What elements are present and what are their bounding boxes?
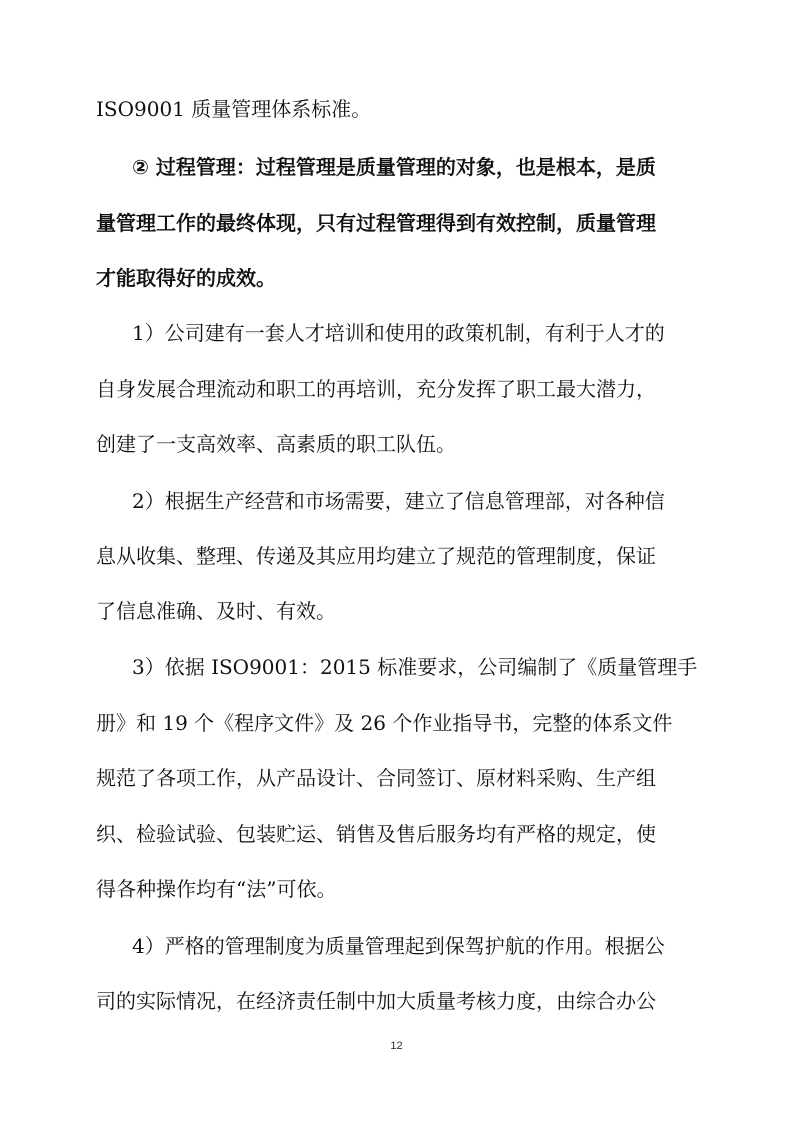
paragraph-line: 织、检验试验、包装贮运、销售及售后服务均有严格的规定，使 <box>96 822 656 846</box>
paragraph-line: 1）公司建有一套人才培训和使用的政策机制，有利于人才的 <box>132 321 665 345</box>
heading-line: 量管理工作的最终体现，只有过程管理得到有效控制，质量管理 <box>96 211 656 235</box>
paragraph-line: 司的实际情况，在经济责任制中加大质量考核力度，由综合办公 <box>96 989 656 1013</box>
page-number: 12 <box>390 1040 403 1052</box>
paragraph-line: 自身发展合理流动和职工的再培训，充分发挥了职工最大潜力， <box>96 377 656 401</box>
paragraph-line: 规范了各项工作，从产品设计、合同签订、原材料采购、生产组 <box>96 766 656 790</box>
heading-line: 才能取得好的成效。 <box>96 266 276 290</box>
paragraph-line: 册》和 19 个《程序文件》及 26 个作业指导书，完整的体系文件 <box>96 711 673 735</box>
paragraph-line: 了信息准确、及时、有效。 <box>96 599 336 623</box>
paragraph-line: 4）严格的管理制度为质量管理起到保驾护航的作用。根据公 <box>132 934 665 958</box>
heading-line: ② 过程管理：过程管理是质量管理的对象，也是根本，是质 <box>132 155 656 179</box>
paragraph-line: 3）依据 ISO9001：2015 标准要求，公司编制了《质量管理手 <box>132 655 698 679</box>
text-line: ISO9001 质量管理体系标准。 <box>96 97 372 121</box>
paragraph-line: 2）根据生产经营和市场需要，建立了信息管理部，对各种信 <box>132 489 665 513</box>
paragraph-line: 息从收集、整理、传递及其应用均建立了规范的管理制度，保证 <box>96 544 656 568</box>
paragraph-line: 得各种操作均有“法”可依。 <box>96 877 337 901</box>
paragraph-line: 创建了一支高效率、高素质的职工队伍。 <box>96 432 456 456</box>
